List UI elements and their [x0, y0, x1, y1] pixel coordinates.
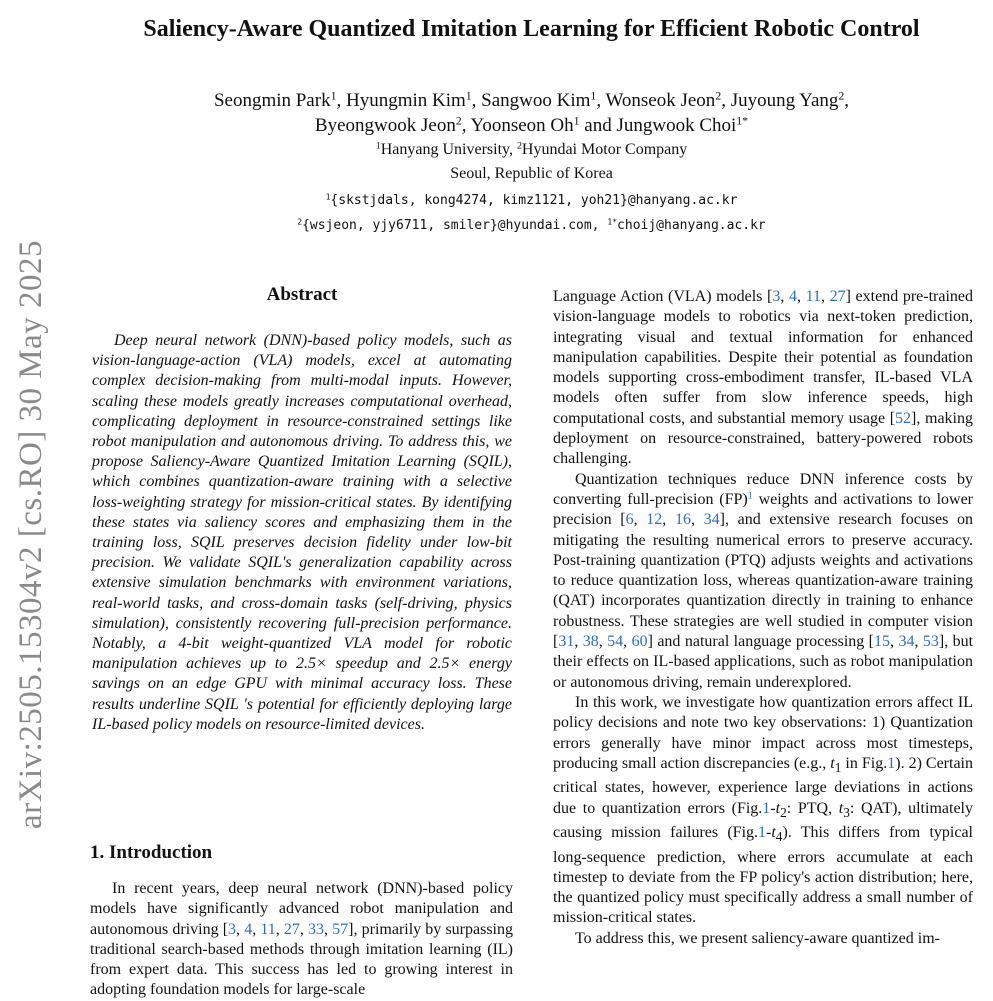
author-name: Byeongwook Jeon	[314, 115, 456, 136]
citation-link[interactable]: 38	[582, 633, 599, 651]
author-name: Yoonseon Oh	[470, 115, 574, 136]
citation-link[interactable]: 12	[646, 511, 663, 529]
affiliation-line: $^1$Hanyang University, $^2$Hyundai Motor Company	[375, 140, 688, 158]
author-name: Juyoung Yang	[730, 90, 839, 111]
email-text: {skstjdals, kong4274, kimz1121, yoh21}@hanyang.ac.kr	[330, 193, 738, 208]
citation-link[interactable]: 3	[772, 288, 781, 305]
citation-link[interactable]: 34	[703, 511, 720, 529]
citation-link[interactable]: 31	[558, 633, 575, 651]
citation-link[interactable]: 27	[283, 920, 300, 938]
arxiv-identifier	[12, 214, 52, 854]
citation-link[interactable]: 57	[332, 920, 349, 938]
body-paragraph: Quantization techniques reduce DNN inference costs by converting full-precision (FP)$^1$ weights and activations to lower precision [6, 12, 16, 34], and extensive research focuses on mitigating the resulting numerical errors to preserve accuracy. Post-training quantization (PTQ) adjusts weights and activations to reduce quantization loss, whereas quantization-aware training (QAT) incorporates quantization directly in training to enhance robustness. These strategies are well studied in computer vision [31, 38, 54, 60] and natural language processing [15, 34, 53], but their effects on IL-based applications, such as robot manipulation or autonomous driving, remain underexplored.	[553, 470, 974, 691]
intro-paragraph: In recent years, deep neural network (DNN)-based policy models have significantly advanced robot manipulation and autonomous driving [3, 4, 11, 27, 33, 57], primarily by surpassing traditional search-based methods through imitation learning (IL) from expert data. This success has led to growing interest in adopting foundation models for large-scale	[90, 880, 513, 999]
figure-link[interactable]: 1	[887, 754, 896, 772]
email-line-1: $^1${skstjdals, kong4274, kimz1121, yoh21}@hanyang.ac.kr	[325, 192, 738, 208]
citation-link[interactable]: 4	[244, 920, 253, 938]
right-column	[553, 287, 973, 949]
author-name: Jungwook Choi	[616, 115, 737, 136]
citation-link[interactable]: 16	[674, 511, 691, 529]
citation-link[interactable]: 52	[895, 409, 912, 427]
citation-link[interactable]: 53	[922, 633, 939, 651]
author-name: Hyungmin Kim	[345, 90, 466, 111]
figure-link[interactable]: 1	[762, 799, 771, 817]
email-text: {wsjeon, yjy6711, smiler}@hyundai.com,	[302, 218, 600, 233]
footnote-link[interactable]: 1	[747, 490, 753, 502]
email-text: choij@hanyang.ac.kr	[617, 218, 766, 233]
citation-link[interactable]: 4	[788, 288, 797, 305]
affiliation-location: Seoul, Republic of Korea	[450, 165, 613, 182]
citation-link[interactable]: 11	[805, 288, 821, 305]
citation-link[interactable]: 60	[631, 633, 648, 651]
abstract-body: Deep neural network (DNN)-based policy models, such as vision-language-action (VLA) models, excel at automating complex decision-making from multi-modal inputs. However, scaling these models greatly increases computational overhead, complicating deployment in resource-constrained settings like robot manipulation and autonomous driving. To address this, we propose Saliency-Aware Quantized Imitation Learning (SQIL), which combines quantization-aware training with a selective loss-weighting strategy for mission-critical states. By identifying these states via saliency scores and emphasizing them in the training loss, SQIL preserves decision fidelity under low-bit precision. We validate SQIL's generalization capability across extensive simulation benchmarks with environment variations, real-world tasks, and cross-domain tasks (self-driving, physics simulation), consistently recovering full-precision performance. Notably, a 4-bit weight-quantized VLA model for robotic manipulation achieves up to 2.5× speedup and 2.5× energy savings on an edge GPU with minimal accuracy loss. These results underline SQIL 's potential for efficiently deploying large IL-based policy models on resource-limited devices.	[92, 332, 512, 733]
email-line-2: $^2${wsjeon, yjy6711, smiler}@hyundai.com, $^{1*}$choij@hanyang.ac.kr	[297, 217, 766, 233]
citation-link[interactable]: 33	[308, 920, 325, 938]
abstract-heading: Abstract	[266, 284, 338, 305]
citation-link[interactable]: 27	[829, 288, 846, 305]
body-paragraph: Language Action (VLA) models [3, 4, 11, 27] extend pre-trained vision-language models to robotics via next-token prediction, integrating visual and textual information for enhanced manipulation capabilities. Despite their potential as foundation models supporting cross-embodiment transfer, IL-based VLA models often suffer from slow inference speeds, high computational costs, and substantial memory usage [52], making deployment on resource-constrained, battery-powered robots challenging.	[553, 288, 974, 468]
figure-link[interactable]: 1	[758, 824, 767, 842]
citation-link[interactable]: 11	[260, 920, 276, 938]
citation-link[interactable]: 6	[625, 511, 634, 529]
author-list: Seongmin Park$^1$, Hyungmin Kim$^1$, Sangwoo Kim$^1$, Wonseok Jeon$^2$, Juyoung Yang$^2$, Byeongwook Jeon$^2$, Yoonseon Oh$^1$ and Jungwook Choi$^{1*}$	[213, 89, 850, 136]
author-name: Wonseok Jeon	[605, 90, 716, 111]
affiliation-hanyang: Hanyang University	[380, 141, 509, 158]
paper-title: Saliency-Aware Quantized Imitation Learning for Efficient Robotic Control	[143, 16, 920, 42]
citation-link[interactable]: 34	[898, 633, 915, 651]
citation-link[interactable]: 3	[228, 920, 237, 938]
body-paragraph: In this work, we investigate how quantization errors affect IL policy decisions and note two key observations: 1) Quantization errors generally have minor impact across most timesteps, producing small action discrepancies (e.g., $t_1$ in Fig.1). 2) Certain critical states, however, experience large deviations in actions due to quantization errors ($Fig.1-t_2$: PTQ, $t_3$: QAT), ultimately causing mission failures $(Fig.1-t_4)$. This differs from typical long-sequence prediction, where errors accumulate at each timestep to deviate from the FP policy's action distribution; here, the quantized policy must specifically address a small number of mission-critical states.	[553, 693, 974, 927]
citation-link[interactable]: 15	[874, 633, 891, 651]
affiliation-hyundai: Hyundai Motor Company	[521, 141, 688, 158]
section-heading-introduction: 1. Introduction	[90, 842, 213, 863]
body-paragraph: To address this, we present saliency-aware quantized im-	[575, 929, 940, 947]
author-name: Seongmin Park	[213, 90, 331, 111]
author-conjunction: and	[584, 115, 612, 136]
author-name: Sangwoo Kim	[481, 90, 591, 111]
citation-link[interactable]: 54	[607, 633, 624, 651]
arxiv-identifier-text: arXiv:2505.15304v2 [cs.RO] 30 May 2025	[13, 239, 50, 829]
